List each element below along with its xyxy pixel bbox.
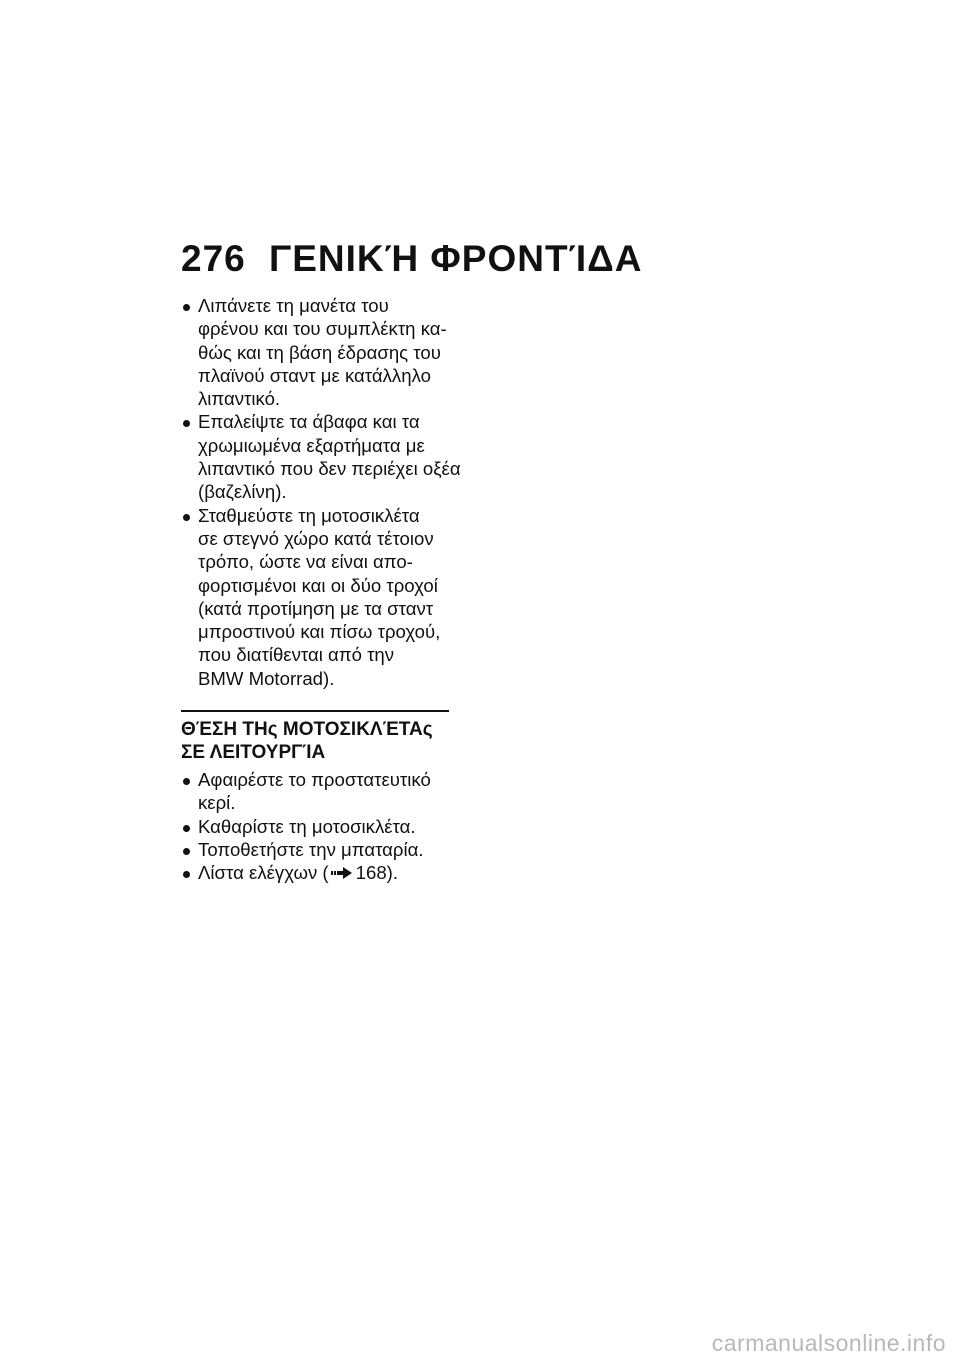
text-line: (κατά προτίμηση με τα σταντ: [198, 597, 434, 619]
bullet-icon: [183, 825, 190, 832]
bullet-icon: [183, 871, 190, 878]
text-line: [198, 861, 461, 884]
text-line: Σταθμεύστε τη μοτοσικλέτα: [198, 504, 420, 526]
page-header: [181, 238, 642, 280]
text-line: φρένου και του συμπλέκτη κα-: [198, 318, 447, 340]
page-title: ΓΕΝΙΚΉ ΦΡΟΝΤΊΔΑ: [269, 238, 643, 279]
text-line: BMW Motorrad).: [198, 667, 335, 689]
text-line: σε στεγνό χώρο κατά τέτοιον: [198, 527, 434, 549]
list-item: [181, 768, 461, 815]
bullet-icon: [183, 420, 190, 427]
text-line: λιπαντικό.: [198, 388, 281, 410]
text-line: λιπαντικό που δεν περιέχει οξέα: [198, 458, 461, 480]
page-number: 276: [181, 238, 246, 279]
bullet-icon: [183, 304, 190, 311]
bullet-icon: [183, 514, 190, 521]
text-line: Καθαρίστε τη μοτοσικλέτα.: [198, 815, 416, 837]
list-item: [181, 410, 461, 503]
care-list: [181, 294, 461, 690]
checklist-text: Λίστα ελέγχων (: [198, 862, 329, 884]
bullet-icon: [183, 778, 190, 785]
content-column: [181, 294, 461, 885]
text-line: θώς και τη βάση έδρασης του: [198, 341, 441, 363]
list-item: [181, 294, 461, 410]
watermark: carmanualsonline.info: [711, 1330, 946, 1356]
list-item: [181, 838, 461, 861]
list-item: [181, 504, 461, 690]
operation-list: [181, 768, 461, 884]
text-line: Επαλείψτε τα άβαφα και τα: [198, 411, 420, 433]
section-title-line: ΣΕ ΛΕΙΤΟΥΡΓΊΑ: [181, 742, 326, 764]
arrow-right-icon: [331, 866, 353, 880]
section-title-line: ΘΈΣΗ ΤΗς ΜΟΤΟΣΙΚΛΈΤΑς: [181, 719, 433, 741]
text-line: τρόπο, ώστε να είναι απο-: [198, 551, 413, 573]
text-line: κερί.: [198, 792, 236, 814]
list-item: [181, 815, 461, 838]
text-line: πλαϊνού σταντ με κατάλληλο: [198, 364, 431, 386]
text-line: Τοποθετήστε την μπαταρία.: [198, 838, 424, 860]
text-line: χρωμιωμένα εξαρτήματα με: [198, 434, 425, 456]
text-line: Αφαιρέστε το προστατευτικό: [198, 769, 431, 791]
text-line: Λιπάνετε τη μανέτα του: [198, 295, 389, 316]
section-heading: [181, 710, 449, 764]
page-reference-link[interactable]: 168: [355, 862, 387, 884]
text-line: φορτισμένοι και οι δύο τροχοί: [198, 574, 438, 596]
text-line: που διατίθενται από την: [198, 644, 395, 666]
list-item: [181, 861, 461, 884]
checklist-text-end: ).: [386, 862, 399, 884]
text-line: μπροστινού και πίσω τροχού,: [198, 621, 441, 643]
bullet-icon: [183, 848, 190, 855]
text-line: (βαζελίνη).: [198, 481, 287, 503]
